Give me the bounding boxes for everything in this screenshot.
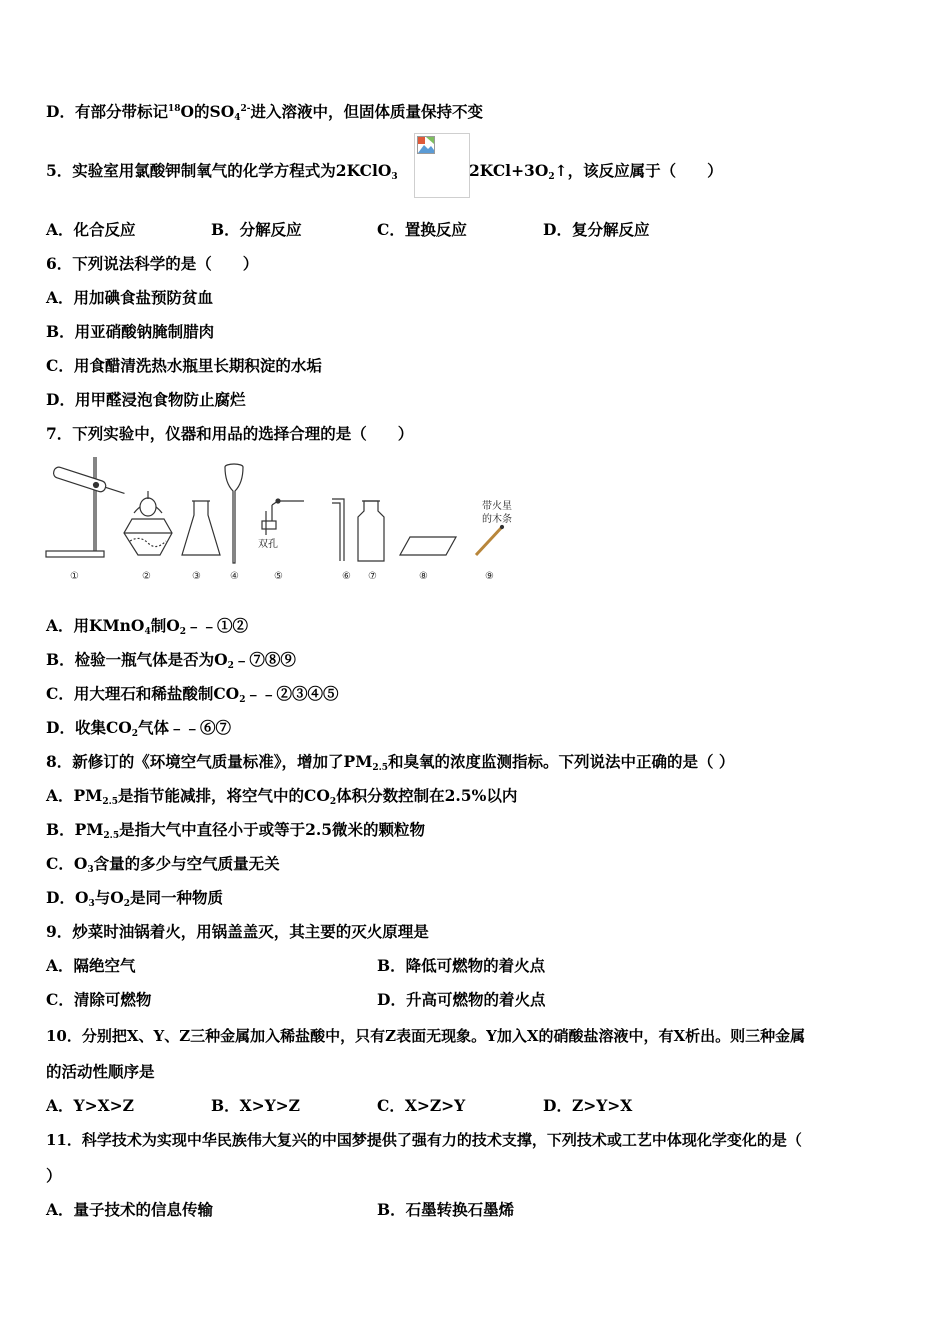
figure-label-6: ⑥ <box>342 571 351 582</box>
text: D．收集CO <box>46 718 132 737</box>
subscript: 2.5 <box>103 831 120 841</box>
text: 制O <box>150 616 180 635</box>
subscript: 2 <box>548 172 555 182</box>
q8-option-d <box>46 888 223 908</box>
q9-option-c: C．清除可燃物 <box>46 990 152 1009</box>
q6-option-d: D．用甲醛浸泡食物防止腐烂 <box>46 390 246 409</box>
text: ﹣﹣①② <box>185 616 248 635</box>
figure-label-2: ② <box>142 571 151 582</box>
q8-option-a <box>46 786 517 806</box>
text: 含量的多少与空气质量无关 <box>93 854 280 873</box>
q5-stem-right <box>469 161 723 181</box>
text: 气体﹣﹣⑥⑦ <box>138 718 232 737</box>
q6-option-b: B．用亚硝酸钠腌制腊肉 <box>46 322 215 341</box>
figure-label-8: ⑧ <box>419 571 428 582</box>
text: 与O <box>94 888 124 907</box>
lab-apparatus-figure <box>44 455 524 585</box>
text: O的SO <box>180 102 235 121</box>
label-splint-2: 的木条 <box>482 514 512 525</box>
q8-option-b <box>46 820 425 840</box>
subscript: 2 <box>131 729 139 739</box>
q9-stem: 9．炒菜时油锅着火，用锅盖盖灭，其主要的灭火原理是 <box>46 922 429 941</box>
figure-label-4: ④ <box>230 571 239 582</box>
q10-option-a: A．Y>X>Z <box>46 1096 134 1115</box>
subscript: 3 <box>391 172 398 182</box>
text: 体积分数控制在2.5%以内 <box>336 786 518 805</box>
q10-option-c: C．X>Z>Y <box>377 1096 466 1115</box>
q5-option-a: A．化合反应 <box>46 220 136 239</box>
text: 是指大气中直径小于或等于2.5微米的颗粒物 <box>119 820 426 839</box>
q9-option-a: A．隔绝空气 <box>46 956 136 975</box>
text: 进入溶液中，但固体质量保持不变 <box>250 102 483 121</box>
text: 2KCl+3O <box>469 161 549 180</box>
subscript: 4 <box>144 627 151 637</box>
subscript: 2.5 <box>372 763 389 773</box>
subscript: 4 <box>234 113 241 123</box>
label-shuangkong: 双孔 <box>258 539 278 550</box>
subscript: 2 <box>227 661 234 671</box>
alcohol-lamp <box>124 491 172 555</box>
option-label: D． <box>46 102 75 121</box>
q10-stem-line1: 10．分别把X、Y、Z三种金属加入稀盐酸中，只有Z表面无现象。Y加入X的硝酸盐溶液中，有X析出。则三种金属 <box>46 1027 806 1045</box>
text: 是指节能减排，将空气中的CO <box>118 786 330 805</box>
text: C．O <box>46 854 88 873</box>
q6-stem: 6．下列说法科学的是（ ） <box>46 254 259 273</box>
subscript: 2 <box>239 695 246 705</box>
q7-option-d <box>46 718 231 738</box>
text: ﹣﹣②③④⑤ <box>245 684 339 703</box>
figure-label-7: ⑦ <box>368 571 377 582</box>
text: A．PM <box>46 786 103 805</box>
text: A．用KMnO <box>46 616 145 635</box>
q5-option-c: C．置换反应 <box>377 220 467 239</box>
iron-stand-with-tube <box>46 457 126 557</box>
q6-option-c: C．用食醋清洗热水瓶里长期积淀的水垢 <box>46 356 322 375</box>
subscript: 3 <box>88 899 95 909</box>
two-hole-stopper <box>262 499 304 535</box>
text: 8．新修订的《环境空气质量标准》，增加了PM <box>46 752 373 771</box>
glowing-splint <box>476 526 504 556</box>
q7-option-a <box>46 616 248 636</box>
text: 实验室用氯酸钾制氧气的化学方程式为2KClO <box>72 161 392 180</box>
superscript: 2- <box>240 104 251 114</box>
gas-collecting-bottle <box>358 501 384 561</box>
q4-option-d <box>46 102 483 122</box>
text: ﹣⑦⑧⑨ <box>233 650 296 669</box>
subscript: 2 <box>329 797 337 807</box>
text: 是同一种物质 <box>130 888 224 907</box>
subscript: 3 <box>87 865 94 875</box>
figure-label-3: ③ <box>192 571 201 582</box>
q9-option-d: D．升高可燃物的着火点 <box>377 990 546 1009</box>
q11-option-b: B．石墨转换石墨烯 <box>377 1200 515 1219</box>
q7-option-c <box>46 684 338 704</box>
text: D．O <box>46 888 89 907</box>
broken-image-placeholder <box>414 133 470 198</box>
conical-flask <box>182 501 220 555</box>
q10-option-b: B．X>Y>Z <box>211 1096 300 1115</box>
image-icon <box>417 136 435 154</box>
q8-stem <box>46 752 734 772</box>
q8-option-c <box>46 854 280 874</box>
long-neck-funnel <box>225 464 243 563</box>
label-splint-1: 带火星 <box>482 501 512 512</box>
text: B．检验一瓶气体是否为O <box>46 650 228 669</box>
subscript: 2.5 <box>102 797 119 807</box>
text: 和臭氧的浓度监测指标。下列说法中正确的是（ ） <box>388 752 735 771</box>
superscript: 18 <box>167 104 181 114</box>
q11-option-a: A．量子技术的信息传输 <box>46 1200 214 1219</box>
text: B．PM <box>46 820 104 839</box>
q6-option-a: A．用加碘食盐预防贫血 <box>46 288 214 307</box>
text: C．用大理石和稀盐酸制CO <box>46 684 240 703</box>
glass-plate <box>400 537 456 555</box>
q11-stem-line2: ） <box>46 1166 62 1185</box>
q5-option-b: B．分解反应 <box>211 220 302 239</box>
subscript: 2 <box>179 627 186 637</box>
subscript: 2 <box>123 899 130 909</box>
q9-option-b: B．降低可燃物的着火点 <box>377 956 546 975</box>
figure-label-1: ① <box>70 571 79 582</box>
q5-stem-left <box>46 161 398 181</box>
q10-option-d: D．Z>Y>X <box>543 1096 633 1115</box>
q11-stem-line1: 11．科学技术为实现中华民族伟大复兴的中国梦提供了强有力的技术支撑，下列技术或工艺中体现化学变化的是（ <box>46 1131 802 1149</box>
figure-label-5: ⑤ <box>274 571 283 582</box>
q10-stem-line2: 的活动性顺序是 <box>46 1062 155 1081</box>
question-number: 5． <box>46 161 73 180</box>
bent-glass-tube <box>332 499 344 561</box>
figure-label-9: ⑨ <box>485 571 494 582</box>
q7-option-b <box>46 650 296 670</box>
q5-option-d: D．复分解反应 <box>543 220 650 239</box>
text: 有部分带标记 <box>74 102 168 121</box>
text: ↑，该反应属于（ ） <box>554 161 723 180</box>
q7-stem: 7．下列实验中，仪器和用品的选择合理的是（ ） <box>46 424 414 443</box>
